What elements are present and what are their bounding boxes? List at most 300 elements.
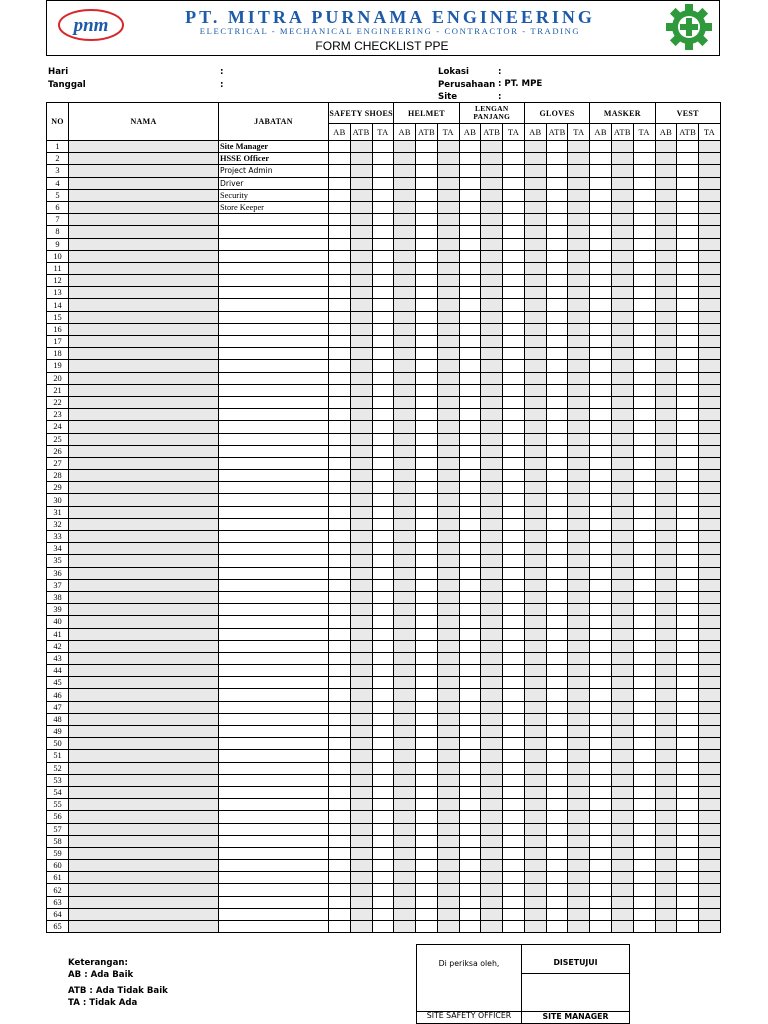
check-cell[interactable] bbox=[612, 847, 634, 859]
check-cell[interactable] bbox=[524, 287, 546, 299]
check-cell[interactable] bbox=[612, 591, 634, 603]
check-cell[interactable] bbox=[481, 835, 503, 847]
check-cell[interactable] bbox=[437, 713, 459, 725]
check-cell[interactable] bbox=[416, 774, 438, 786]
check-cell[interactable] bbox=[481, 201, 503, 213]
check-cell[interactable] bbox=[546, 445, 568, 457]
check-cell[interactable] bbox=[481, 567, 503, 579]
jabatan-cell[interactable] bbox=[219, 847, 329, 859]
check-cell[interactable] bbox=[437, 457, 459, 469]
check-cell[interactable] bbox=[437, 896, 459, 908]
check-cell[interactable] bbox=[699, 884, 721, 896]
check-cell[interactable] bbox=[503, 421, 525, 433]
check-cell[interactable] bbox=[655, 311, 677, 323]
check-cell[interactable] bbox=[633, 360, 655, 372]
check-cell[interactable] bbox=[372, 506, 394, 518]
check-cell[interactable] bbox=[329, 921, 351, 933]
check-cell[interactable] bbox=[699, 226, 721, 238]
check-cell[interactable] bbox=[590, 750, 612, 762]
check-cell[interactable] bbox=[568, 835, 590, 847]
check-cell[interactable] bbox=[503, 835, 525, 847]
check-cell[interactable] bbox=[655, 689, 677, 701]
jabatan-cell[interactable] bbox=[219, 896, 329, 908]
check-cell[interactable] bbox=[590, 238, 612, 250]
check-cell[interactable] bbox=[503, 506, 525, 518]
check-cell[interactable] bbox=[503, 141, 525, 153]
check-cell[interactable] bbox=[546, 384, 568, 396]
check-cell[interactable] bbox=[677, 847, 699, 859]
check-cell[interactable] bbox=[546, 177, 568, 189]
check-cell[interactable] bbox=[546, 421, 568, 433]
check-cell[interactable] bbox=[612, 494, 634, 506]
check-cell[interactable] bbox=[350, 665, 372, 677]
check-cell[interactable] bbox=[459, 214, 481, 226]
check-cell[interactable] bbox=[372, 141, 394, 153]
check-cell[interactable] bbox=[394, 726, 416, 738]
check-cell[interactable] bbox=[394, 457, 416, 469]
check-cell[interactable] bbox=[394, 591, 416, 603]
jabatan-cell[interactable] bbox=[219, 616, 329, 628]
check-cell[interactable] bbox=[677, 189, 699, 201]
check-cell[interactable] bbox=[546, 860, 568, 872]
check-cell[interactable] bbox=[633, 409, 655, 421]
check-cell[interactable] bbox=[524, 786, 546, 798]
check-cell[interactable] bbox=[329, 665, 351, 677]
jabatan-cell[interactable] bbox=[219, 823, 329, 835]
check-cell[interactable] bbox=[677, 262, 699, 274]
nama-cell[interactable] bbox=[69, 165, 219, 177]
check-cell[interactable] bbox=[329, 457, 351, 469]
check-cell[interactable] bbox=[655, 665, 677, 677]
check-cell[interactable] bbox=[459, 726, 481, 738]
check-cell[interactable] bbox=[459, 677, 481, 689]
check-cell[interactable] bbox=[633, 214, 655, 226]
check-cell[interactable] bbox=[350, 177, 372, 189]
check-cell[interactable] bbox=[699, 579, 721, 591]
check-cell[interactable] bbox=[590, 811, 612, 823]
check-cell[interactable] bbox=[677, 141, 699, 153]
check-cell[interactable] bbox=[416, 713, 438, 725]
check-cell[interactable] bbox=[612, 774, 634, 786]
check-cell[interactable] bbox=[590, 372, 612, 384]
nama-cell[interactable] bbox=[69, 226, 219, 238]
check-cell[interactable] bbox=[503, 543, 525, 555]
check-cell[interactable] bbox=[329, 396, 351, 408]
check-cell[interactable] bbox=[459, 604, 481, 616]
check-cell[interactable] bbox=[329, 786, 351, 798]
check-cell[interactable] bbox=[677, 531, 699, 543]
check-cell[interactable] bbox=[590, 141, 612, 153]
check-cell[interactable] bbox=[416, 604, 438, 616]
check-cell[interactable] bbox=[437, 409, 459, 421]
check-cell[interactable] bbox=[568, 738, 590, 750]
nama-cell[interactable] bbox=[69, 396, 219, 408]
check-cell[interactable] bbox=[459, 445, 481, 457]
check-cell[interactable] bbox=[329, 677, 351, 689]
nama-cell[interactable] bbox=[69, 860, 219, 872]
check-cell[interactable] bbox=[459, 555, 481, 567]
nama-cell[interactable] bbox=[69, 482, 219, 494]
check-cell[interactable] bbox=[350, 165, 372, 177]
check-cell[interactable] bbox=[459, 238, 481, 250]
check-cell[interactable] bbox=[568, 847, 590, 859]
check-cell[interactable] bbox=[503, 811, 525, 823]
check-cell[interactable] bbox=[416, 567, 438, 579]
check-cell[interactable] bbox=[416, 214, 438, 226]
check-cell[interactable] bbox=[633, 384, 655, 396]
check-cell[interactable] bbox=[416, 153, 438, 165]
nama-cell[interactable] bbox=[69, 299, 219, 311]
check-cell[interactable] bbox=[524, 665, 546, 677]
check-cell[interactable] bbox=[677, 567, 699, 579]
check-cell[interactable] bbox=[437, 543, 459, 555]
check-cell[interactable] bbox=[677, 811, 699, 823]
check-cell[interactable] bbox=[655, 652, 677, 664]
check-cell[interactable] bbox=[699, 750, 721, 762]
check-cell[interactable] bbox=[437, 628, 459, 640]
check-cell[interactable] bbox=[612, 323, 634, 335]
check-cell[interactable] bbox=[459, 665, 481, 677]
check-cell[interactable] bbox=[633, 177, 655, 189]
check-cell[interactable] bbox=[503, 689, 525, 701]
check-cell[interactable] bbox=[633, 604, 655, 616]
check-cell[interactable] bbox=[699, 238, 721, 250]
check-cell[interactable] bbox=[633, 311, 655, 323]
check-cell[interactable] bbox=[677, 323, 699, 335]
check-cell[interactable] bbox=[677, 360, 699, 372]
check-cell[interactable] bbox=[590, 738, 612, 750]
nama-cell[interactable] bbox=[69, 214, 219, 226]
jabatan-cell[interactable] bbox=[219, 384, 329, 396]
check-cell[interactable] bbox=[329, 774, 351, 786]
check-cell[interactable] bbox=[677, 604, 699, 616]
nama-cell[interactable] bbox=[69, 275, 219, 287]
check-cell[interactable] bbox=[612, 543, 634, 555]
check-cell[interactable] bbox=[394, 543, 416, 555]
check-cell[interactable] bbox=[394, 738, 416, 750]
check-cell[interactable] bbox=[612, 360, 634, 372]
check-cell[interactable] bbox=[437, 555, 459, 567]
check-cell[interactable] bbox=[329, 250, 351, 262]
check-cell[interactable] bbox=[372, 348, 394, 360]
jabatan-cell[interactable] bbox=[219, 494, 329, 506]
check-cell[interactable] bbox=[372, 433, 394, 445]
check-cell[interactable] bbox=[524, 872, 546, 884]
check-cell[interactable] bbox=[612, 567, 634, 579]
check-cell[interactable] bbox=[437, 250, 459, 262]
check-cell[interactable] bbox=[459, 470, 481, 482]
check-cell[interactable] bbox=[416, 762, 438, 774]
check-cell[interactable] bbox=[568, 421, 590, 433]
check-cell[interactable] bbox=[546, 457, 568, 469]
check-cell[interactable] bbox=[633, 762, 655, 774]
check-cell[interactable] bbox=[612, 482, 634, 494]
check-cell[interactable] bbox=[568, 141, 590, 153]
check-cell[interactable] bbox=[350, 786, 372, 798]
check-cell[interactable] bbox=[372, 518, 394, 530]
nama-cell[interactable] bbox=[69, 786, 219, 798]
check-cell[interactable] bbox=[655, 567, 677, 579]
check-cell[interactable] bbox=[590, 567, 612, 579]
check-cell[interactable] bbox=[524, 433, 546, 445]
check-cell[interactable] bbox=[329, 579, 351, 591]
check-cell[interactable] bbox=[699, 555, 721, 567]
check-cell[interactable] bbox=[524, 701, 546, 713]
check-cell[interactable] bbox=[568, 482, 590, 494]
check-cell[interactable] bbox=[612, 616, 634, 628]
check-cell[interactable] bbox=[590, 299, 612, 311]
check-cell[interactable] bbox=[590, 604, 612, 616]
check-cell[interactable] bbox=[459, 433, 481, 445]
check-cell[interactable] bbox=[394, 360, 416, 372]
check-cell[interactable] bbox=[329, 153, 351, 165]
check-cell[interactable] bbox=[350, 348, 372, 360]
check-cell[interactable] bbox=[394, 165, 416, 177]
check-cell[interactable] bbox=[655, 506, 677, 518]
check-cell[interactable] bbox=[655, 738, 677, 750]
check-cell[interactable] bbox=[481, 616, 503, 628]
check-cell[interactable] bbox=[416, 384, 438, 396]
check-cell[interactable] bbox=[481, 579, 503, 591]
check-cell[interactable] bbox=[459, 457, 481, 469]
check-cell[interactable] bbox=[612, 348, 634, 360]
check-cell[interactable] bbox=[372, 872, 394, 884]
check-cell[interactable] bbox=[546, 665, 568, 677]
check-cell[interactable] bbox=[437, 421, 459, 433]
check-cell[interactable] bbox=[590, 555, 612, 567]
check-cell[interactable] bbox=[633, 799, 655, 811]
check-cell[interactable] bbox=[437, 372, 459, 384]
check-cell[interactable] bbox=[568, 457, 590, 469]
check-cell[interactable] bbox=[459, 738, 481, 750]
check-cell[interactable] bbox=[612, 457, 634, 469]
check-cell[interactable] bbox=[503, 457, 525, 469]
check-cell[interactable] bbox=[394, 701, 416, 713]
check-cell[interactable] bbox=[503, 348, 525, 360]
check-cell[interactable] bbox=[524, 336, 546, 348]
check-cell[interactable] bbox=[437, 214, 459, 226]
check-cell[interactable] bbox=[503, 189, 525, 201]
check-cell[interactable] bbox=[329, 738, 351, 750]
check-cell[interactable] bbox=[546, 652, 568, 664]
check-cell[interactable] bbox=[459, 494, 481, 506]
check-cell[interactable] bbox=[546, 726, 568, 738]
check-cell[interactable] bbox=[416, 591, 438, 603]
check-cell[interactable] bbox=[372, 799, 394, 811]
check-cell[interactable] bbox=[590, 409, 612, 421]
check-cell[interactable] bbox=[546, 628, 568, 640]
jabatan-cell[interactable] bbox=[219, 262, 329, 274]
check-cell[interactable] bbox=[481, 311, 503, 323]
check-cell[interactable] bbox=[416, 531, 438, 543]
check-cell[interactable] bbox=[372, 786, 394, 798]
check-cell[interactable] bbox=[437, 470, 459, 482]
check-cell[interactable] bbox=[329, 847, 351, 859]
check-cell[interactable] bbox=[546, 214, 568, 226]
check-cell[interactable] bbox=[612, 445, 634, 457]
check-cell[interactable] bbox=[503, 238, 525, 250]
check-cell[interactable] bbox=[372, 372, 394, 384]
jabatan-cell[interactable] bbox=[219, 323, 329, 335]
check-cell[interactable] bbox=[416, 628, 438, 640]
check-cell[interactable] bbox=[503, 384, 525, 396]
check-cell[interactable] bbox=[329, 835, 351, 847]
check-cell[interactable] bbox=[481, 591, 503, 603]
check-cell[interactable] bbox=[677, 311, 699, 323]
check-cell[interactable] bbox=[633, 591, 655, 603]
check-cell[interactable] bbox=[503, 165, 525, 177]
check-cell[interactable] bbox=[394, 713, 416, 725]
check-cell[interactable] bbox=[590, 165, 612, 177]
check-cell[interactable] bbox=[481, 433, 503, 445]
check-cell[interactable] bbox=[329, 226, 351, 238]
check-cell[interactable] bbox=[677, 665, 699, 677]
check-cell[interactable] bbox=[655, 786, 677, 798]
check-cell[interactable] bbox=[503, 677, 525, 689]
check-cell[interactable] bbox=[350, 823, 372, 835]
check-cell[interactable] bbox=[699, 726, 721, 738]
check-cell[interactable] bbox=[677, 835, 699, 847]
check-cell[interactable] bbox=[546, 543, 568, 555]
check-cell[interactable] bbox=[546, 738, 568, 750]
check-cell[interactable] bbox=[481, 421, 503, 433]
check-cell[interactable] bbox=[633, 726, 655, 738]
check-cell[interactable] bbox=[372, 860, 394, 872]
check-cell[interactable] bbox=[524, 421, 546, 433]
check-cell[interactable] bbox=[372, 652, 394, 664]
check-cell[interactable] bbox=[416, 506, 438, 518]
check-cell[interactable] bbox=[677, 726, 699, 738]
check-cell[interactable] bbox=[459, 360, 481, 372]
check-cell[interactable] bbox=[394, 677, 416, 689]
check-cell[interactable] bbox=[350, 774, 372, 786]
check-cell[interactable] bbox=[590, 177, 612, 189]
check-cell[interactable] bbox=[394, 774, 416, 786]
check-cell[interactable] bbox=[394, 750, 416, 762]
check-cell[interactable] bbox=[524, 201, 546, 213]
check-cell[interactable] bbox=[546, 275, 568, 287]
check-cell[interactable] bbox=[416, 262, 438, 274]
jabatan-cell[interactable] bbox=[219, 701, 329, 713]
check-cell[interactable] bbox=[503, 409, 525, 421]
nama-cell[interactable] bbox=[69, 421, 219, 433]
check-cell[interactable] bbox=[503, 470, 525, 482]
check-cell[interactable] bbox=[437, 762, 459, 774]
check-cell[interactable] bbox=[677, 250, 699, 262]
check-cell[interactable] bbox=[372, 616, 394, 628]
check-cell[interactable] bbox=[503, 372, 525, 384]
check-cell[interactable] bbox=[503, 214, 525, 226]
check-cell[interactable] bbox=[677, 701, 699, 713]
check-cell[interactable] bbox=[416, 336, 438, 348]
check-cell[interactable] bbox=[524, 750, 546, 762]
check-cell[interactable] bbox=[633, 531, 655, 543]
check-cell[interactable] bbox=[546, 811, 568, 823]
check-cell[interactable] bbox=[699, 823, 721, 835]
check-cell[interactable] bbox=[437, 348, 459, 360]
check-cell[interactable] bbox=[350, 799, 372, 811]
nama-cell[interactable] bbox=[69, 201, 219, 213]
check-cell[interactable] bbox=[568, 165, 590, 177]
check-cell[interactable] bbox=[524, 177, 546, 189]
check-cell[interactable] bbox=[633, 884, 655, 896]
check-cell[interactable] bbox=[546, 896, 568, 908]
check-cell[interactable] bbox=[699, 921, 721, 933]
jabatan-cell[interactable] bbox=[219, 470, 329, 482]
check-cell[interactable] bbox=[655, 336, 677, 348]
check-cell[interactable] bbox=[568, 226, 590, 238]
check-cell[interactable] bbox=[524, 360, 546, 372]
check-cell[interactable] bbox=[699, 214, 721, 226]
check-cell[interactable] bbox=[350, 543, 372, 555]
check-cell[interactable] bbox=[590, 153, 612, 165]
check-cell[interactable] bbox=[699, 384, 721, 396]
check-cell[interactable] bbox=[394, 384, 416, 396]
check-cell[interactable] bbox=[372, 275, 394, 287]
check-cell[interactable] bbox=[394, 835, 416, 847]
check-cell[interactable] bbox=[590, 201, 612, 213]
check-cell[interactable] bbox=[437, 275, 459, 287]
jabatan-cell[interactable] bbox=[219, 226, 329, 238]
check-cell[interactable] bbox=[437, 165, 459, 177]
check-cell[interactable] bbox=[524, 884, 546, 896]
check-cell[interactable] bbox=[590, 470, 612, 482]
check-cell[interactable] bbox=[699, 372, 721, 384]
check-cell[interactable] bbox=[568, 652, 590, 664]
check-cell[interactable] bbox=[524, 591, 546, 603]
check-cell[interactable] bbox=[699, 567, 721, 579]
check-cell[interactable] bbox=[437, 677, 459, 689]
check-cell[interactable] bbox=[350, 433, 372, 445]
check-cell[interactable] bbox=[459, 896, 481, 908]
check-cell[interactable] bbox=[394, 604, 416, 616]
nama-cell[interactable] bbox=[69, 774, 219, 786]
check-cell[interactable] bbox=[350, 908, 372, 920]
check-cell[interactable] bbox=[503, 604, 525, 616]
check-cell[interactable] bbox=[568, 860, 590, 872]
check-cell[interactable] bbox=[677, 896, 699, 908]
check-cell[interactable] bbox=[655, 677, 677, 689]
check-cell[interactable] bbox=[546, 165, 568, 177]
check-cell[interactable] bbox=[459, 482, 481, 494]
check-cell[interactable] bbox=[394, 348, 416, 360]
nama-cell[interactable] bbox=[69, 750, 219, 762]
check-cell[interactable] bbox=[633, 482, 655, 494]
check-cell[interactable] bbox=[437, 238, 459, 250]
check-cell[interactable] bbox=[655, 238, 677, 250]
check-cell[interactable] bbox=[590, 457, 612, 469]
check-cell[interactable] bbox=[503, 531, 525, 543]
check-cell[interactable] bbox=[677, 860, 699, 872]
check-cell[interactable] bbox=[394, 189, 416, 201]
jabatan-cell[interactable] bbox=[219, 652, 329, 664]
check-cell[interactable] bbox=[394, 665, 416, 677]
check-cell[interactable] bbox=[503, 738, 525, 750]
check-cell[interactable] bbox=[677, 823, 699, 835]
check-cell[interactable] bbox=[568, 384, 590, 396]
check-cell[interactable] bbox=[459, 823, 481, 835]
check-cell[interactable] bbox=[372, 153, 394, 165]
check-cell[interactable] bbox=[503, 360, 525, 372]
check-cell[interactable] bbox=[372, 177, 394, 189]
check-cell[interactable] bbox=[394, 908, 416, 920]
check-cell[interactable] bbox=[437, 396, 459, 408]
jabatan-cell[interactable] bbox=[219, 360, 329, 372]
check-cell[interactable] bbox=[481, 628, 503, 640]
check-cell[interactable] bbox=[372, 360, 394, 372]
check-cell[interactable] bbox=[394, 616, 416, 628]
check-cell[interactable] bbox=[503, 396, 525, 408]
